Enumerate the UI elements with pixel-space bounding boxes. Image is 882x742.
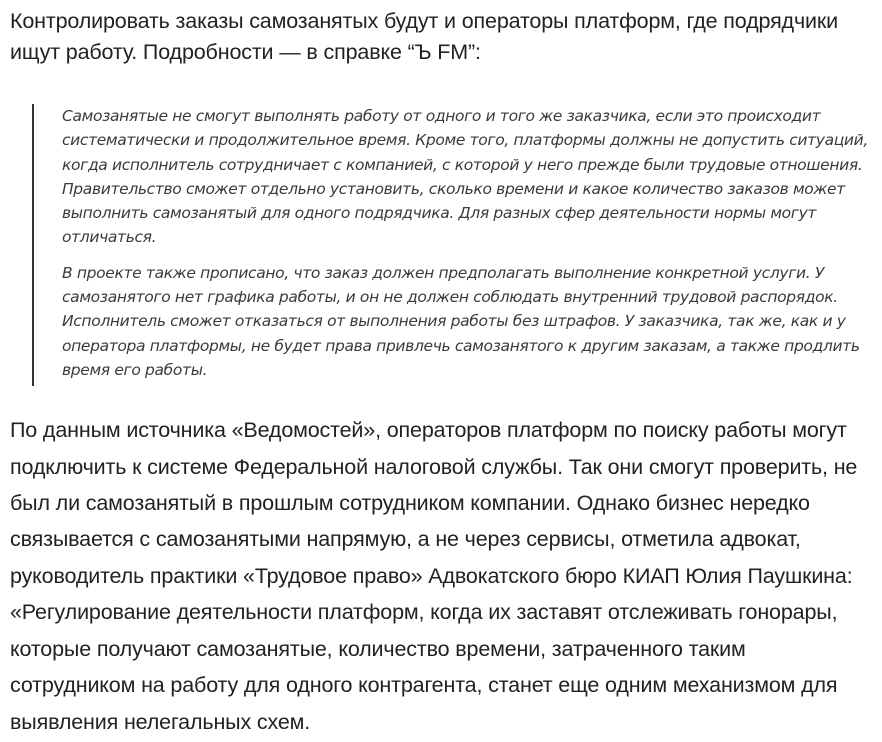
- blockquote-spacer: [62, 382, 870, 386]
- blockquote-paragraph-2: В проекте также прописано, что заказ должен предполагать выполнение конкретной услуги. У самозанятого нет графика работы, и он не должен соблюдать внутренний трудовой распорядок. Исполнитель сможет отказаться от выполнения работы без штрафов. У заказчика, так же, как и у оператора платформы, не будет права привлечь самозанятого к другим заказам, а также продлить время его работы.: [62, 263, 860, 379]
- body-paragraph: По данным источника «Ведомостей», операторов платформ по поиску работы могут подключить к системе Федеральной налоговой службы. Так они смогут проверить, не был ли самозанятый в прошлым сотрудником компании. Однако бизнес нередко связывается с самозанятыми напрямую, а не через сервисы, отметила адвокат, руководитель практики «Трудовое право» Адвокатского бюро КИАП Юлия Паушкина: «Регулирование деятельности платформ, когда их заставят отслеживать гонорары, которые получают самозанятые, количество времени, затраченного таким сотрудником на работу для одного контрагента, станет еще одним механизмом для выявления нелегальных схем.: [10, 418, 858, 734]
- article-body: [10, 6, 876, 740]
- blockquote: [32, 104, 870, 386]
- blockquote-paragraph-1: Самозанятые не смогут выполнять работу от одного и того же заказчика, если это происходит систематически и продолжительное время. Кроме того, платформы должны не допустить ситуаций, когда исполнитель сотрудничает с компанией, с которой у него прежде были трудовые отношения. Правительство сможет отдельно установить, сколько времени и какое количество заказов может выполнить самозанятый для одного подрядчика. Для разных сфер деятельности нормы могут отличаться.: [62, 107, 868, 247]
- lead-paragraph: Контролировать заказы самозанятых будут и операторы платформ, где подрядчики ищут работу. Подробности — в справке “Ъ FM”:: [10, 9, 838, 64]
